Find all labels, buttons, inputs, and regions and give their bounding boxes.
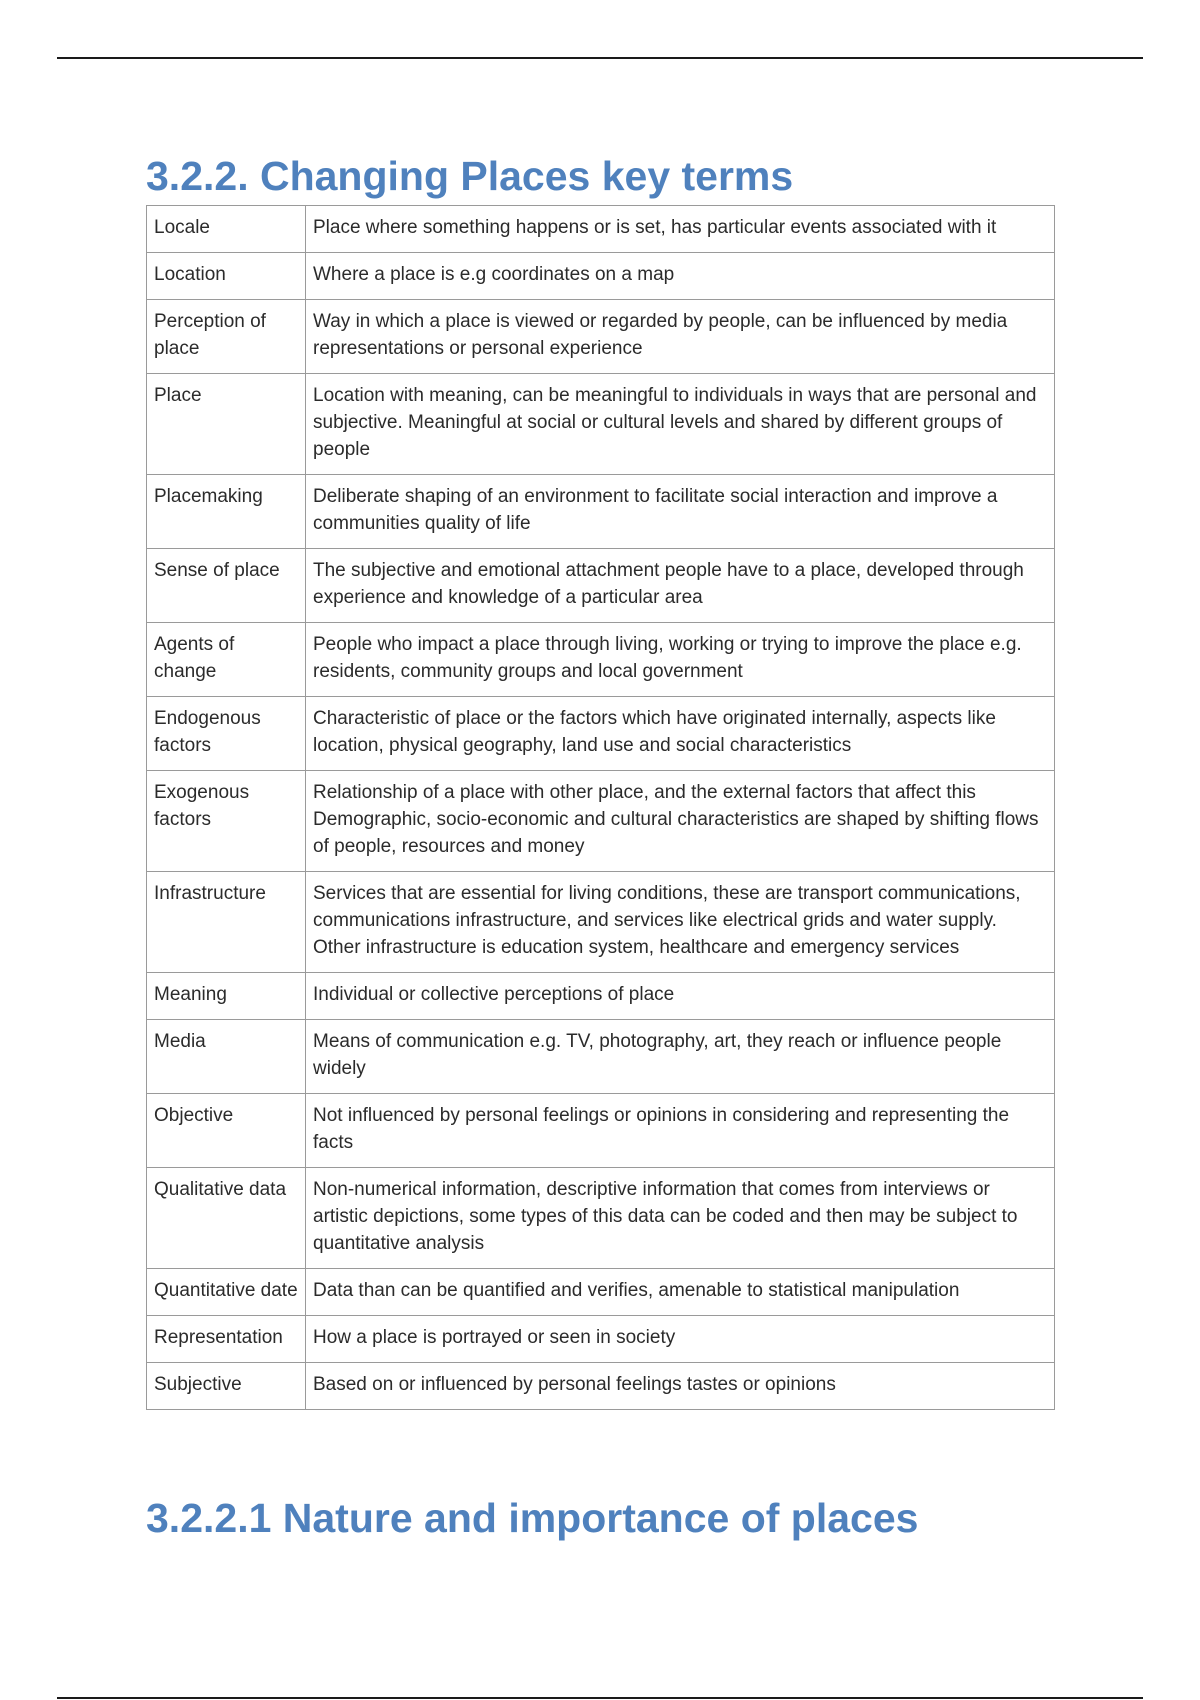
section-heading-key-terms: 3.2.2. Changing Places key terms	[146, 153, 794, 199]
definition-cell: How a place is portrayed or seen in society	[306, 1316, 1055, 1363]
definition-cell: Not influenced by personal feelings or opinions in considering and representing the facts	[306, 1094, 1055, 1168]
definition-cell: Where a place is e.g coordinates on a map	[306, 253, 1055, 300]
term-cell: Agents of change	[147, 623, 306, 697]
table-row	[147, 623, 1055, 697]
key-terms-table-body	[147, 206, 1055, 1410]
term-cell: Exogenous factors	[147, 771, 306, 872]
definition-cell: Individual or collective perceptions of place	[306, 973, 1055, 1020]
term-cell: Place	[147, 374, 306, 475]
term-cell: Infrastructure	[147, 872, 306, 973]
table-row	[147, 771, 1055, 872]
key-terms-table	[146, 205, 1055, 1410]
term-cell: Qualitative data	[147, 1168, 306, 1269]
term-cell: Locale	[147, 206, 306, 253]
definition-cell: Place where something happens or is set, has particular events associated with it	[306, 206, 1055, 253]
table-row	[147, 1020, 1055, 1094]
definition-cell: Data than can be quantified and verifies, amenable to statistical manipulation	[306, 1269, 1055, 1316]
page-top-rule	[57, 57, 1143, 59]
definition-cell: Relationship of a place with other place, and the external factors that affect this Demographic, socio-economic and cultural characteristics are shaped by shifting flows of people, resources and money	[306, 771, 1055, 872]
table-row	[147, 1269, 1055, 1316]
table-row	[147, 300, 1055, 374]
table-row	[147, 253, 1055, 300]
definition-cell: Services that are essential for living conditions, these are transport communications, communications infrastructure, and services like electrical grids and water supply. Other infrastructure is education system, healthcare and emergency services	[306, 872, 1055, 973]
table-row	[147, 1094, 1055, 1168]
definition-cell: Means of communication e.g. TV, photography, art, they reach or influence people widely	[306, 1020, 1055, 1094]
term-cell: Placemaking	[147, 475, 306, 549]
definition-cell: People who impact a place through living, working or trying to improve the place e.g. residents, community groups and local government	[306, 623, 1055, 697]
definition-cell: The subjective and emotional attachment people have to a place, developed through experience and knowledge of a particular area	[306, 549, 1055, 623]
definition-cell: Non-numerical information, descriptive information that comes from interviews or artistic depictions, some types of this data can be coded and then may be subject to quantitative analysis	[306, 1168, 1055, 1269]
term-cell: Endogenous factors	[147, 697, 306, 771]
term-cell: Sense of place	[147, 549, 306, 623]
term-cell: Meaning	[147, 973, 306, 1020]
table-row	[147, 697, 1055, 771]
table-row	[147, 475, 1055, 549]
table-row	[147, 1363, 1055, 1410]
term-cell: Perception of place	[147, 300, 306, 374]
definition-cell: Based on or influenced by personal feelings tastes or opinions	[306, 1363, 1055, 1410]
term-cell: Location	[147, 253, 306, 300]
definition-cell: Way in which a place is viewed or regarded by people, can be influenced by media representations or personal experience	[306, 300, 1055, 374]
table-row	[147, 973, 1055, 1020]
table-row	[147, 872, 1055, 973]
term-cell: Quantitative date	[147, 1269, 306, 1316]
table-row	[147, 374, 1055, 475]
term-cell: Subjective	[147, 1363, 306, 1410]
term-cell: Representation	[147, 1316, 306, 1363]
table-row	[147, 549, 1055, 623]
page-bottom-rule	[57, 1697, 1143, 1699]
table-row	[147, 206, 1055, 253]
term-cell: Media	[147, 1020, 306, 1094]
section-heading-nature-of-places: 3.2.2.1 Nature and importance of places	[146, 1495, 919, 1541]
definition-cell: Characteristic of place or the factors which have originated internally, aspects like location, physical geography, land use and social characteristics	[306, 697, 1055, 771]
term-cell: Objective	[147, 1094, 306, 1168]
table-row	[147, 1168, 1055, 1269]
definition-cell: Location with meaning, can be meaningful to individuals in ways that are personal and subjective. Meaningful at social or cultural levels and shared by different groups of people	[306, 374, 1055, 475]
table-row	[147, 1316, 1055, 1363]
definition-cell: Deliberate shaping of an environment to facilitate social interaction and improve a communities quality of life	[306, 475, 1055, 549]
